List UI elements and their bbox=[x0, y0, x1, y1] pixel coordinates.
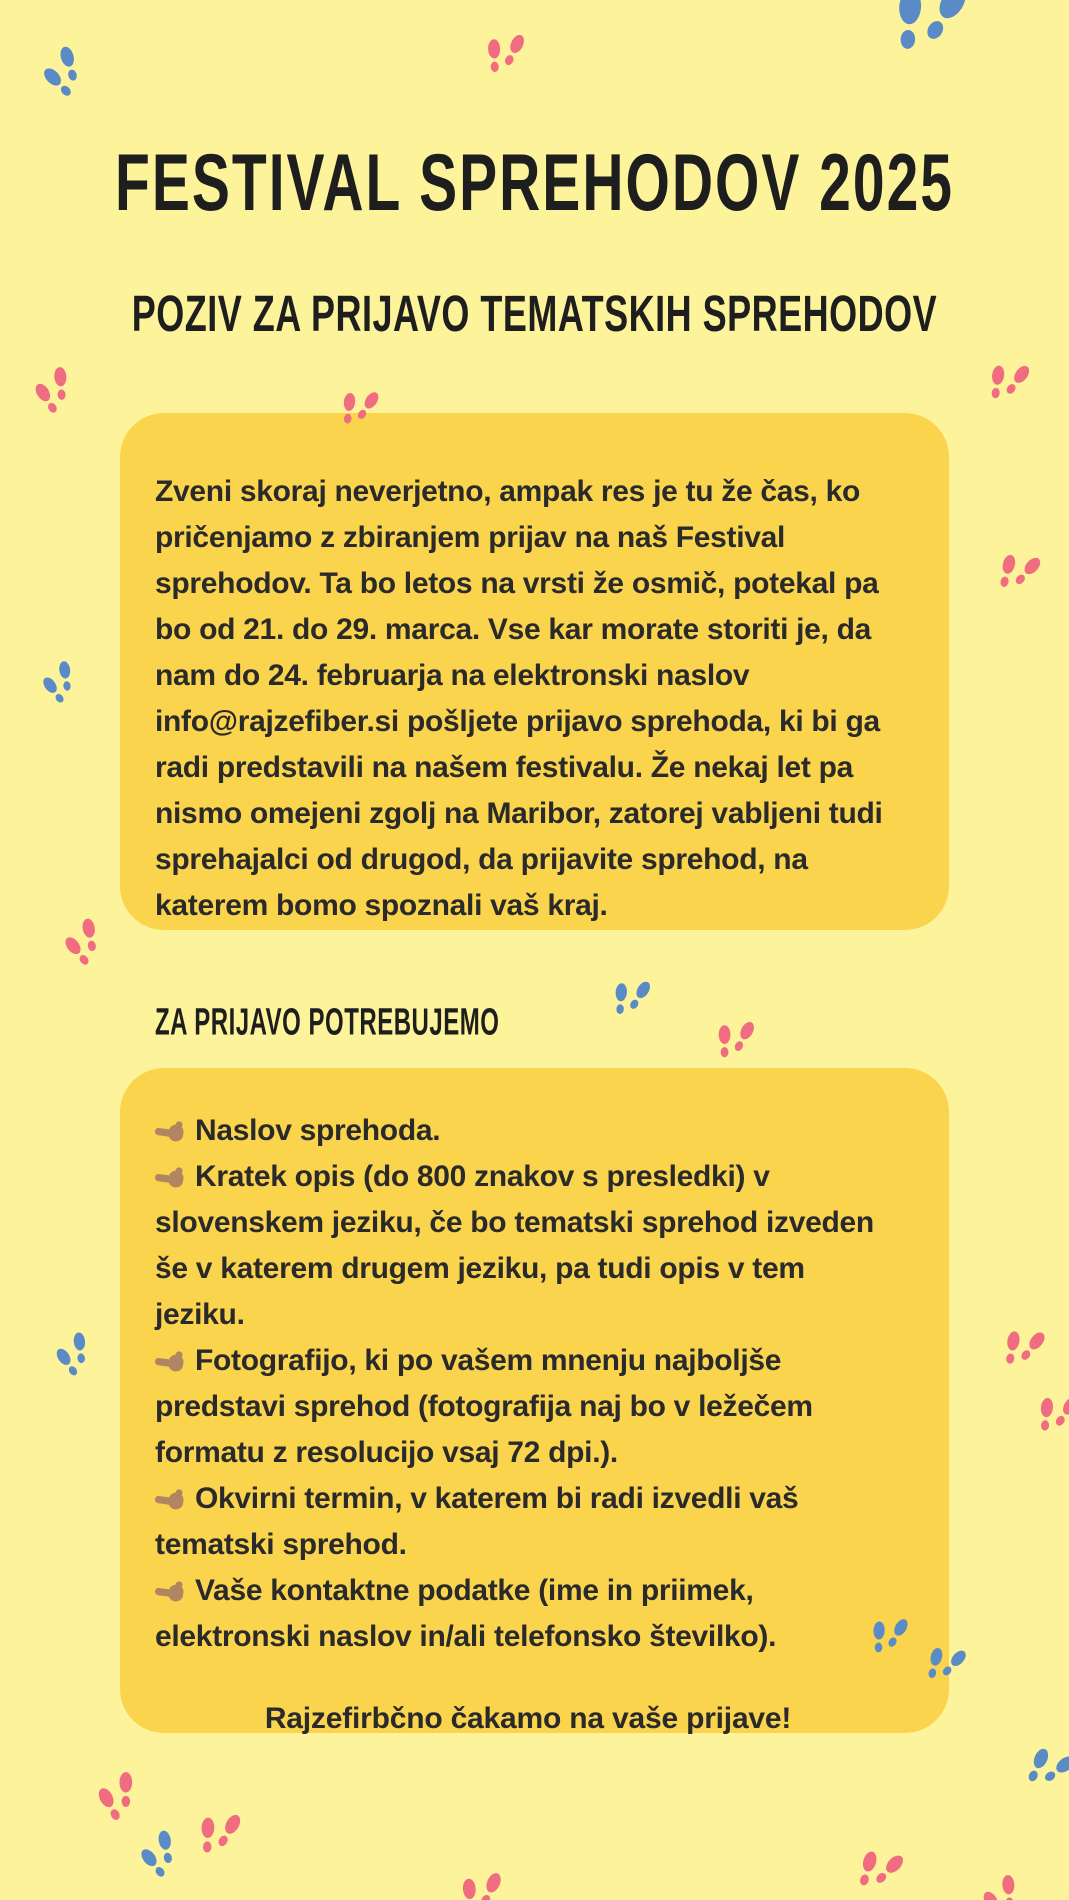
page-subtitle-text: POZIV ZA PRIJAVO TEMATSKIH SPREHODOV bbox=[131, 284, 938, 343]
footprints-icon bbox=[848, 1837, 908, 1900]
pointing-hand-icon bbox=[155, 1154, 188, 1200]
closing-text: Rajzefirbčno čakamo na vaše prijave! bbox=[264, 1702, 792, 1735]
footprints-icon bbox=[1017, 1735, 1069, 1801]
list-item bbox=[155, 1154, 901, 1338]
footprints-icon bbox=[989, 541, 1044, 603]
footprints-icon bbox=[607, 970, 653, 1026]
footprints-icon bbox=[134, 1825, 187, 1886]
requirements-heading bbox=[155, 1001, 500, 1045]
list-item-text: Kratek opis (do 800 znakov s presledki) v slovenskem jeziku, če bo tematski sprehod izveden še v katerem drugem jeziku, pa tudi opis v tem jeziku. bbox=[155, 1160, 874, 1331]
requirements-list bbox=[155, 1108, 901, 1660]
list-item-text: Fotografijo, ki po vašem mnenju najboljše predstavi sprehod (fotografija naj bo v ležečem formatu z resolucijo vsaj 72 dpi.). bbox=[155, 1344, 813, 1469]
footprints-icon bbox=[1031, 1384, 1069, 1444]
page-title-text: FESTIVAL SPREHODOV 2025 bbox=[115, 137, 954, 229]
intro-card bbox=[120, 413, 949, 930]
footprints-icon bbox=[50, 1328, 97, 1384]
requirements-card bbox=[120, 1068, 949, 1733]
list-item bbox=[155, 1476, 901, 1568]
footprints-icon bbox=[981, 352, 1033, 413]
footprints-icon bbox=[996, 1317, 1049, 1378]
list-item-text: Okvirni termin, v katerem bi radi izvedli vaš tematski sprehod. bbox=[155, 1482, 799, 1561]
list-item-text: Naslov sprehoda. bbox=[195, 1114, 441, 1147]
list-item bbox=[155, 1568, 901, 1660]
footprints-icon bbox=[58, 913, 111, 974]
footprints-icon bbox=[457, 1864, 503, 1900]
list-item bbox=[155, 1108, 901, 1154]
page-subtitle bbox=[0, 284, 1069, 343]
list-item-text: Vaše kontaktne podatke (ime in priimek, elektronski naslov in/ali telefonsko številko). bbox=[155, 1574, 777, 1653]
footprints-icon bbox=[37, 657, 84, 712]
footprints-icon bbox=[711, 1012, 756, 1069]
list-item bbox=[155, 1338, 901, 1476]
page-title bbox=[0, 136, 1069, 229]
footprints-icon bbox=[34, 41, 94, 107]
footprints-icon bbox=[481, 25, 526, 82]
footprints-icon bbox=[977, 1870, 1026, 1900]
pointing-hand-icon bbox=[155, 1476, 188, 1522]
pointing-hand-icon bbox=[155, 1568, 188, 1614]
footprints-icon bbox=[193, 1803, 244, 1866]
pointing-hand-icon bbox=[155, 1108, 188, 1154]
footprints-icon bbox=[29, 362, 78, 422]
footprints-icon bbox=[882, 0, 971, 72]
requirements-heading-text: ZA PRIJAVO POTREBUJEMO bbox=[155, 1001, 500, 1045]
intro-text: Zveni skoraj neverjetno, ampak res je tu že čas, ko pričenjamo z zbiranjem prijav na naš Festival sprehodov. Ta bo letos na vrsti že osmič, potekal pa bo od 21. do 29. marca. Vse kar morate storiti je, da nam do 24. februarja na elektronski naslov info@rajzefiber.si pošljete prijavo sprehoda, ki bi ga radi predstavili na našem festivalu. Že nekaj let pa nismo omejeni zgolj na Maribor, zatorej vabljeni tudi sprehajalci od drugod, da prijavite sprehod, na katerem bomo spoznali vaš kraj. bbox=[155, 475, 883, 922]
footprints-icon bbox=[93, 1767, 142, 1829]
pointing-hand-icon bbox=[155, 1338, 188, 1384]
